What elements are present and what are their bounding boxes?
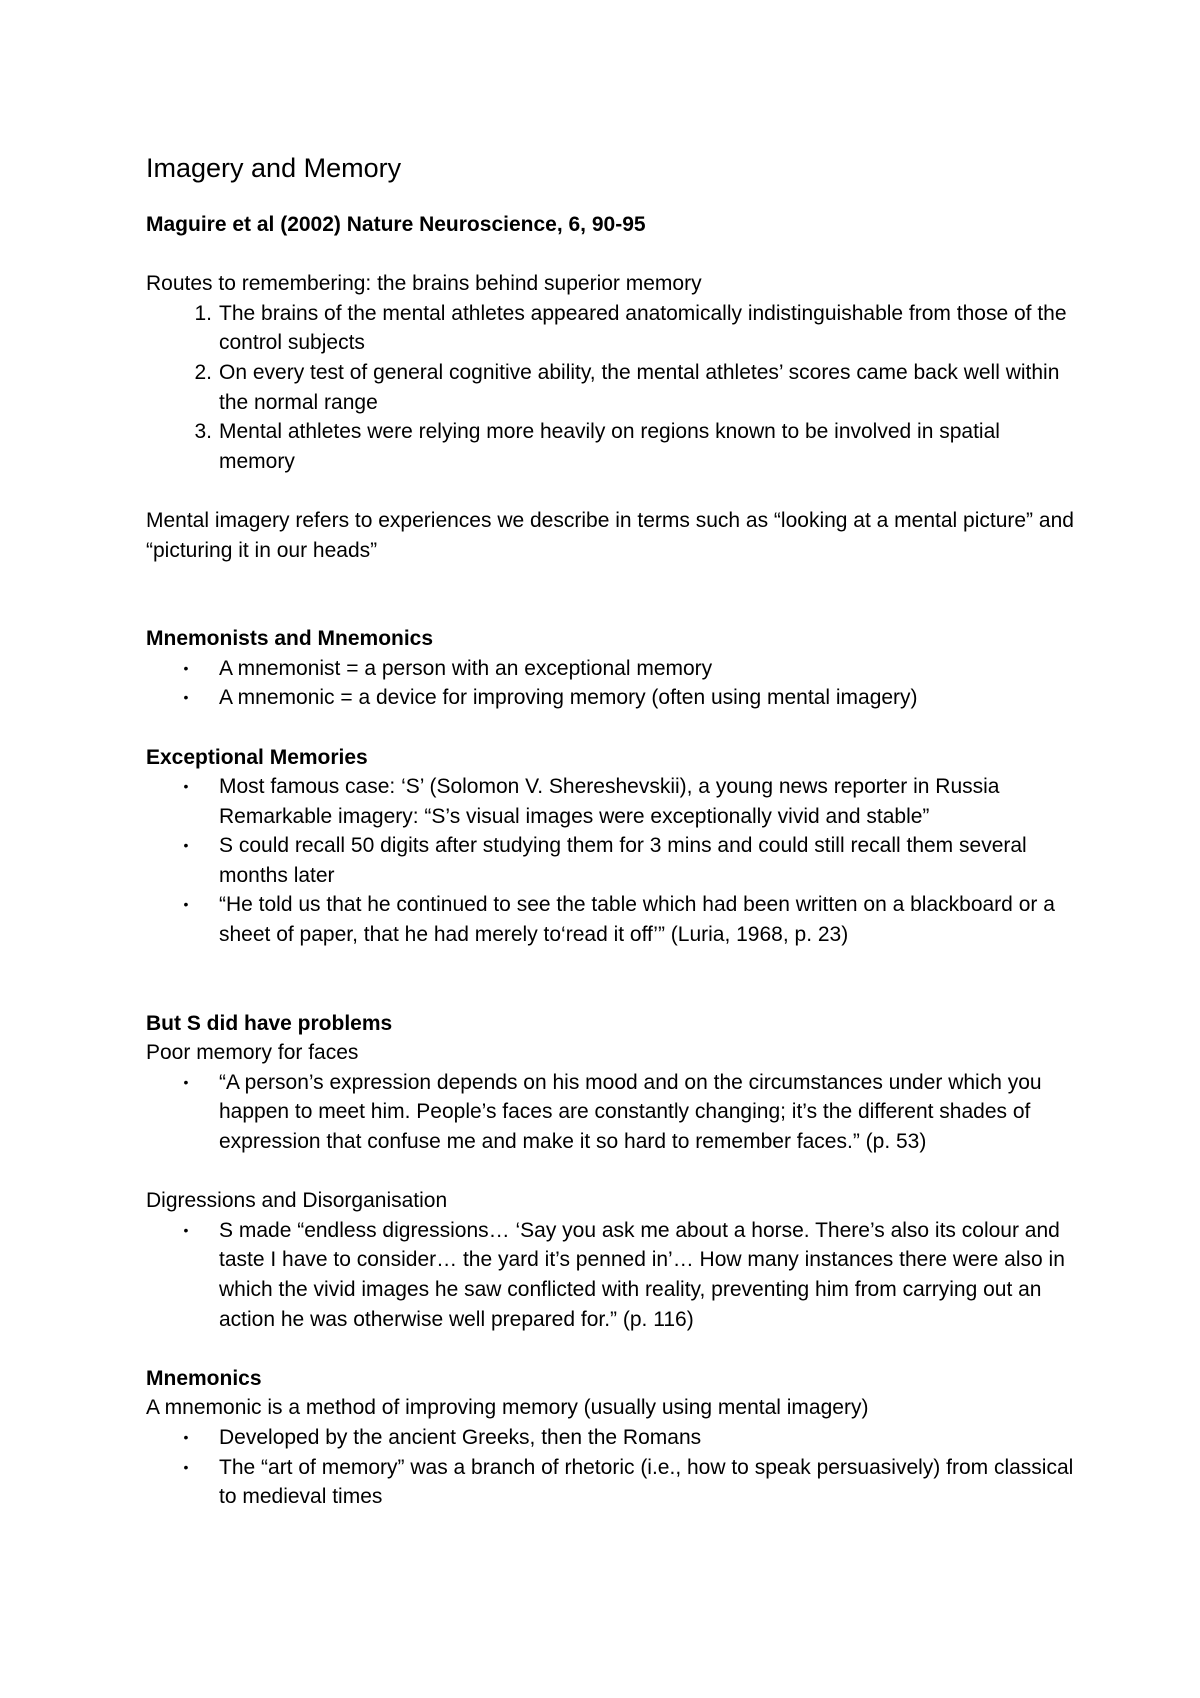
list-item-text: On every test of general cognitive ability, the mental athletes’ scores came back well within the normal range bbox=[219, 360, 1060, 414]
mnemonics-list bbox=[146, 1423, 1076, 1512]
list-item bbox=[146, 299, 1076, 358]
digressions-heading: Digressions and Disorganisation bbox=[146, 1189, 448, 1213]
bullet-icon: • bbox=[183, 896, 189, 913]
document-title: Imagery and Memory bbox=[146, 153, 402, 183]
list-number: 3. bbox=[194, 420, 212, 444]
mnemonists-heading: Mnemonists and Mnemonics bbox=[146, 627, 434, 651]
list-item-text: Developed by the ancient Greeks, then the Romans bbox=[219, 1425, 702, 1449]
list-item bbox=[146, 831, 1076, 890]
exceptional-heading: Exceptional Memories bbox=[146, 745, 368, 769]
list-item bbox=[146, 654, 1076, 684]
list-item bbox=[146, 417, 1076, 476]
problems-subheading: Poor memory for faces bbox=[146, 1041, 359, 1065]
list-item bbox=[146, 1423, 1076, 1453]
list-item-text: “A person’s expression depends on his mood and on the circumstances under which you happen to meet him. People’s faces are constantly changing; it’s the different shades of expression that confuse me and make it so hard to remember faces.” (p. 53) bbox=[219, 1070, 1042, 1154]
bullet-icon: • bbox=[183, 1221, 189, 1238]
list-item-text: The “art of memory” was a branch of rhetoric (i.e., how to speak persuasively) from classical to medieval times bbox=[219, 1455, 1074, 1509]
bullet-icon: • bbox=[183, 1428, 189, 1445]
exceptional-list bbox=[146, 772, 1076, 950]
bullet-icon: • bbox=[183, 689, 189, 706]
list-item-text: Most famous case: ‘S’ (Solomon V. Shereshevskii), a young news reporter in Russia Remarkable imagery: “S’s visual images were exceptionally vivid and stable” bbox=[219, 775, 1000, 828]
list-item bbox=[146, 772, 1076, 831]
bullet-icon: • bbox=[183, 778, 189, 795]
bullet-icon: • bbox=[183, 1458, 189, 1475]
list-item bbox=[146, 890, 1076, 949]
list-item bbox=[146, 1068, 1076, 1157]
routes-list bbox=[146, 299, 1076, 477]
list-item bbox=[146, 1453, 1076, 1512]
problems-heading: But S did have problems bbox=[146, 1011, 393, 1035]
bullet-icon: • bbox=[183, 837, 189, 854]
list-item-text: A mnemonic = a device for improving memory (often using mental imagery) bbox=[219, 686, 918, 710]
mnemonists-list bbox=[146, 654, 1076, 713]
list-item bbox=[146, 358, 1076, 417]
mnemonics-heading: Mnemonics bbox=[146, 1366, 262, 1390]
list-item-text: S could recall 50 digits after studying them for 3 mins and could still recall them several months later bbox=[219, 834, 1027, 887]
list-number: 2. bbox=[194, 360, 212, 384]
list-item-text: S made “endless digressions… ‘Say you ask me about a horse. There’s also its colour and taste I have to consider… the yard it’s penned in’… How many instances there were also in which the vivid images he saw conflicted with reality, preventing him from carrying out an action he was otherwise well prepared for.” (p. 116) bbox=[219, 1218, 1065, 1331]
list-item-text: Mental athletes were relying more heavily on regions known to be involved in spatial memory bbox=[219, 420, 1000, 473]
routes-heading: Routes to remembering: the brains behind superior memory bbox=[146, 272, 702, 296]
bullet-icon: • bbox=[183, 659, 189, 676]
mental-imagery-paragraph: Mental imagery refers to experiences we describe in terms such as “looking at a mental picture” and “picturing it in our heads” bbox=[146, 508, 1074, 562]
list-item-text: “He told us that he continued to see the table which had been written on a blackboard or a sheet of paper, that he had merely to‘read it off’” (Luria, 1968, p. 23) bbox=[219, 893, 1055, 947]
document-page bbox=[146, 150, 1076, 1512]
citation: Maguire et al (2002) Nature Neuroscience, 6, 90-95 bbox=[146, 213, 646, 236]
list-item bbox=[146, 683, 1076, 713]
bullet-icon: • bbox=[183, 1073, 189, 1090]
list-item-text: The brains of the mental athletes appeared anatomically indistinguishable from those of the control subjects bbox=[219, 301, 1067, 355]
digressions-list bbox=[146, 1216, 1076, 1334]
problems-list bbox=[146, 1068, 1076, 1157]
list-number: 1. bbox=[194, 301, 212, 325]
list-item bbox=[146, 1216, 1076, 1334]
list-item-text: A mnemonist = a person with an exceptional memory bbox=[219, 656, 713, 680]
mnemonics-intro: A mnemonic is a method of improving memory (usually using mental imagery) bbox=[146, 1396, 869, 1420]
